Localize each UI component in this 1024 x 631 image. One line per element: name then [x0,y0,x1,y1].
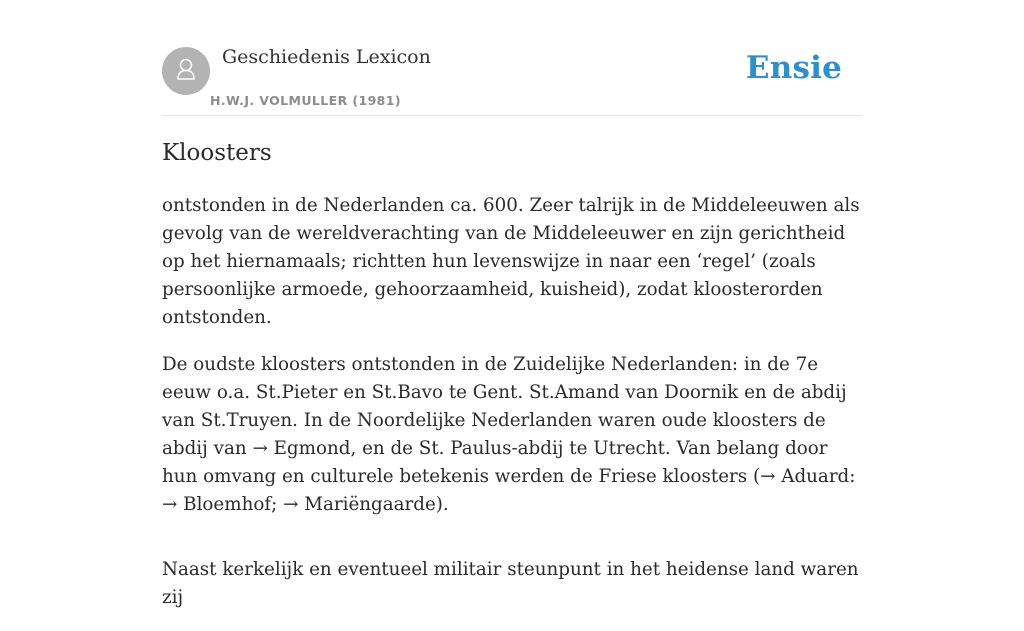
author-avatar[interactable] [162,47,210,95]
entry-page [162,0,862,608]
paragraph-text: , en de St. Paulus-abdij te Utrecht. Van belang door hun omvang en culturele betekenis werden de Friese kloosters ( [162,438,828,487]
paragraph-text: : [849,466,856,487]
book-title-link[interactable]: Geschiedenis Lexicon [222,46,431,68]
xref-link-egmond[interactable]: → Egmond [252,438,351,459]
xref-link-aduard[interactable]: → Aduard [760,466,850,487]
user-icon [172,55,200,87]
paragraph-text: ; [271,494,284,515]
entry-paragraph-2 [162,351,862,519]
paragraph-text: De oudste kloosters ontstonden in de Zuidelijke Nederlanden: in de 7e eeuw o.a. St.Pieter en St.Bavo te Gent. St.Amand van Doornik en de abdij van St.Truyen. In de Noordelijke Nederlanden waren oude kloosters de abdij van [162,354,847,459]
paragraph-text: ). [435,494,449,515]
author-name: H.W.J. VOLMULLER (1981) [210,93,401,108]
ensie-logo[interactable]: Ensie [745,50,842,86]
header-divider [162,115,862,116]
entry-body [162,192,862,631]
xref-link-bloemhof[interactable]: → Bloemhof [162,494,272,515]
page-title: Kloosters [162,140,272,166]
entry-paragraph-1: ontstonden in de Nederlanden ca. 600. Zeer talrijk in de Middeleeuwen als gevolg van de wereldverachting van de Middeleeuwer en zijn gerichtheid op het hiernamaals; richtten hun levenswijze in naar een ‘regel’ (zoals persoonlijke armoede, gehoorzaamheid, kuisheid), zodat kloosterorden ontstonden. [162,195,860,328]
xref-link-mariengaarde[interactable]: → Mariëngaarde [283,494,436,515]
entry-paragraph-3: Naast kerkelijk en eventueel militair steunpunt in het heidense land waren zij [162,559,859,608]
